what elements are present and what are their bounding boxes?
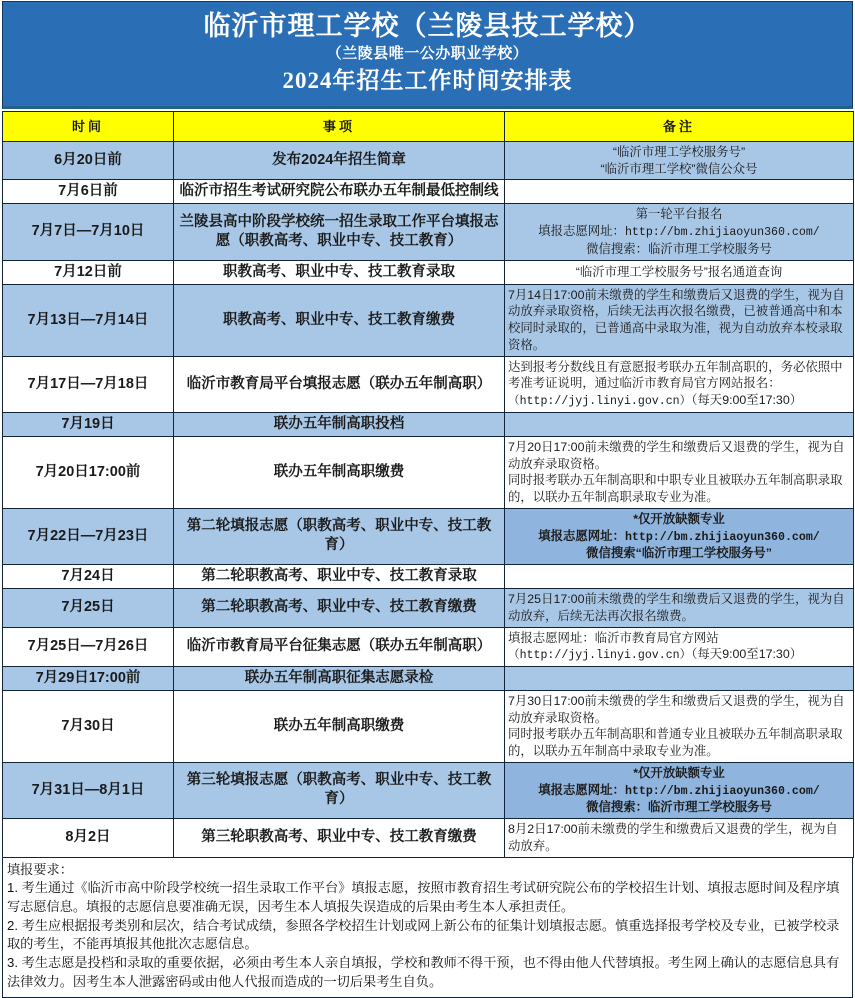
table-row bbox=[3, 356, 854, 412]
banner bbox=[2, 1, 853, 109]
note-line: 第一轮平台报名 bbox=[635, 207, 723, 222]
cell-item: 第二轮填报志愿（职教高考、职业中专、技工教育） bbox=[174, 508, 505, 564]
cell-item: 兰陵县高中阶段学校统一招生录取工作平台填报志愿（职教高考、职业中专、技工教育） bbox=[174, 204, 505, 260]
note-line: 微信搜索：临沂市理工学校服务号 bbox=[586, 241, 772, 256]
cell-note bbox=[505, 412, 854, 436]
note-line: 同时报考联办五年制高职和普通专业且被联办五年制高职录取的，以联办五年制高中录取专业为准。 bbox=[508, 727, 843, 759]
cell-time: 8月2日 bbox=[3, 819, 174, 857]
note-line: 填报志愿网址：临沂市教育局官方网站 bbox=[508, 630, 719, 645]
table-row bbox=[3, 284, 854, 356]
column-header-note: 备注 bbox=[505, 111, 854, 141]
cell-note bbox=[505, 204, 854, 260]
cell-item: 临沂市教育局平台征集志愿（联办五年制高职） bbox=[174, 627, 505, 666]
url-text: http://bm.zhijiaoyun360.com/ bbox=[624, 530, 820, 544]
cell-note bbox=[505, 260, 854, 284]
column-header-time: 时间 bbox=[3, 111, 174, 141]
cell-time: 7月31日—8月1日 bbox=[3, 762, 174, 818]
cell-time: 7月29日17:00前 bbox=[3, 666, 174, 690]
cell-note bbox=[505, 819, 854, 857]
note-line: （http://jyj.linyi.gov.cn）（每天9:00至17:30） bbox=[508, 647, 803, 663]
url-text: （http://jyj.linyi.gov.cn） bbox=[508, 395, 692, 409]
cell-time: 7月17日—7月18日 bbox=[3, 356, 174, 412]
cell-note bbox=[505, 627, 854, 666]
note-line: “临沂市理工学校服务号” bbox=[612, 144, 746, 159]
cell-item: 临沂市教育局平台填报志愿（联办五年制高职） bbox=[174, 356, 505, 412]
note-line: 微信搜索：临沂市理工学校服务号 bbox=[586, 800, 772, 815]
cell-note bbox=[505, 284, 854, 356]
cell-item: 联办五年制高职投档 bbox=[174, 412, 505, 436]
cell-note bbox=[505, 508, 854, 564]
schedule-title: 2024年招生工作时间安排表 bbox=[282, 67, 573, 93]
cell-time: 7月25日—7月26日 bbox=[3, 627, 174, 666]
column-header-item: 事项 bbox=[174, 111, 505, 141]
table-row bbox=[3, 666, 854, 690]
cell-item: 职教高考、职业中专、技工教育缴费 bbox=[174, 284, 505, 356]
note-line: 填报志愿网址：http://bm.zhijiaoyun360.com/ bbox=[538, 528, 820, 544]
cell-item: 联办五年制高职缴费 bbox=[174, 436, 505, 508]
cell-time: 6月20日前 bbox=[3, 141, 174, 179]
table-row bbox=[3, 627, 854, 666]
table-row bbox=[3, 412, 854, 436]
table-row bbox=[3, 180, 854, 204]
school-subtitle: （兰陵县唯一公办职业学校） bbox=[326, 46, 529, 63]
table-body bbox=[3, 141, 854, 857]
schedule-table bbox=[2, 111, 854, 858]
table-row bbox=[3, 819, 854, 857]
cell-time: 7月22日—7月23日 bbox=[3, 508, 174, 564]
note-line: “临沂市理工学校”微信公众号 bbox=[600, 161, 758, 176]
cell-note bbox=[505, 141, 854, 179]
note-line: 同时报考联办五年制高职和中职专业且被联办五年制高职录取的，以联办五年制高职录取专业为准。 bbox=[508, 473, 843, 505]
page-root bbox=[0, 1, 855, 989]
cell-time: 7月7日—7月10日 bbox=[3, 204, 174, 260]
cell-item: 联办五年制高职缴费 bbox=[174, 691, 505, 763]
cell-note bbox=[505, 691, 854, 763]
cell-item: 发布2024年招生简章 bbox=[174, 141, 505, 179]
cell-time: 7月30日 bbox=[3, 691, 174, 763]
url-text: http://bm.zhijiaoyun360.com/ bbox=[624, 226, 820, 240]
cell-item: 第三轮填报志愿（职教高考、职业中专、技工教育） bbox=[174, 762, 505, 818]
note-line: *仅开放缺额专业 bbox=[633, 765, 725, 780]
requirement-item: 3. 考生志愿是投档和录取的重要依据，必须由考生本人亲自填报，学校和教师不得干预，也不得由他人代替填报。考生网上确认的志愿信息具有法律效力。因考生本人泄露密码或由他人代报而造成的一切后果考生自负。 bbox=[7, 955, 840, 989]
cell-time: 7月20日17:00前 bbox=[3, 436, 174, 508]
cell-note bbox=[505, 564, 854, 588]
requirement-item: 2. 考生应根据报考类别和层次，结合考试成绩，参照各学校招生计划或网上新公布的征集计划填报志愿。慎重选择报考学校及专业，已被学校录取的考生，不能再填报其他批次志愿信息。 bbox=[7, 917, 840, 952]
note-line: 7月30日17:00前未缴费的学生和缴费后又退费的学生，视为自动放弃录取资格。 bbox=[508, 694, 845, 725]
note-line: 填报志愿网址：http://bm.zhijiaoyun360.com/ bbox=[538, 224, 820, 240]
note-line: 微信搜索“临沂市理工学校服务号” bbox=[586, 546, 772, 561]
table-row bbox=[3, 691, 854, 763]
table-row bbox=[3, 508, 854, 564]
table-row bbox=[3, 204, 854, 260]
cell-item: 第二轮职教高考、职业中专、技工教育录取 bbox=[174, 564, 505, 588]
cell-item: 联办五年制高职征集志愿录检 bbox=[174, 666, 505, 690]
url-text: （http://jyj.linyi.gov.cn） bbox=[508, 649, 692, 663]
cell-note bbox=[505, 180, 854, 204]
cell-item: 第二轮职教高考、职业中专、技工教育缴费 bbox=[174, 589, 505, 627]
cell-note bbox=[505, 436, 854, 508]
note-line: “临沂市理工学校服务号”报名通道查询 bbox=[575, 264, 783, 279]
note-line: *仅开放缺额专业 bbox=[633, 511, 725, 526]
note-line: 8月2日17:00前未缴费的学生和缴费后又退费的学生，视为自动放弃。 bbox=[508, 822, 838, 853]
note-line: 7月14日17:00前未缴费的学生和缴费后又退费的学生，视为自动放弃录取资格，后续无法再次报名缴费，已被普通高中和本校同时录取的，已普通高中录取为准，视为自动放弃本校录取资格。 bbox=[508, 287, 845, 352]
table-row bbox=[3, 564, 854, 588]
cell-note bbox=[505, 356, 854, 412]
cell-note bbox=[505, 666, 854, 690]
note-line: 7月25日17:00前未缴费的学生和缴费后又退费的学生，视为自动放弃，后续无法再次报名缴费。 bbox=[508, 592, 845, 623]
cell-time: 7月6日前 bbox=[3, 180, 174, 204]
requirements-block bbox=[2, 858, 853, 998]
table-row bbox=[3, 436, 854, 508]
url-text: http://bm.zhijiaoyun360.com/ bbox=[624, 784, 820, 798]
cell-time: 7月12日前 bbox=[3, 260, 174, 284]
school-title: 临沂市理工学校（兰陵县技工学校） bbox=[203, 11, 652, 41]
cell-note bbox=[505, 589, 854, 627]
cell-time: 7月19日 bbox=[3, 412, 174, 436]
table-row bbox=[3, 762, 854, 818]
table-row bbox=[3, 589, 854, 627]
table-row bbox=[3, 141, 854, 179]
cell-item: 第三轮职教高考、职业中专、技工教育缴费 bbox=[174, 819, 505, 857]
cell-item: 职教高考、职业中专、技工教育录取 bbox=[174, 260, 505, 284]
cell-time: 7月13日—7月14日 bbox=[3, 284, 174, 356]
requirement-item: 1. 考生通过《临沂市高中阶段学校统一招生录取工作平台》填报志愿，按照市教育招生考试研究院公布的学校招生计划、填报志愿时间及程序填写志愿信息。填报的志愿信息要准确无误，因考生本人填报失误造成的后果由考生本人承担责任。 bbox=[7, 880, 840, 914]
note-line: 填报志愿网址：http://bm.zhijiaoyun360.com/ bbox=[538, 782, 820, 798]
table-row bbox=[3, 260, 854, 284]
requirements-heading: 填报要求： bbox=[7, 861, 73, 877]
table-header-row bbox=[3, 111, 854, 141]
cell-time: 7月24日 bbox=[3, 564, 174, 588]
cell-note bbox=[505, 762, 854, 818]
note-line: 达到报考分数线且有意愿报考联办五年制高职的，务必依照中考准考证说明，通过临沂市教育局官方网站报名：（http://jyj.linyi.gov.cn）（每天9:00至17:30） bbox=[508, 359, 843, 409]
note-line: 7月20日17:00前未缴费的学生和缴费后又退费的学生，视为自动放弃录取资格。 bbox=[508, 439, 845, 471]
cell-time: 7月25日 bbox=[3, 589, 174, 627]
cell-item: 临沂市招生考试研究院公布联办五年制最低控制线 bbox=[174, 180, 505, 204]
